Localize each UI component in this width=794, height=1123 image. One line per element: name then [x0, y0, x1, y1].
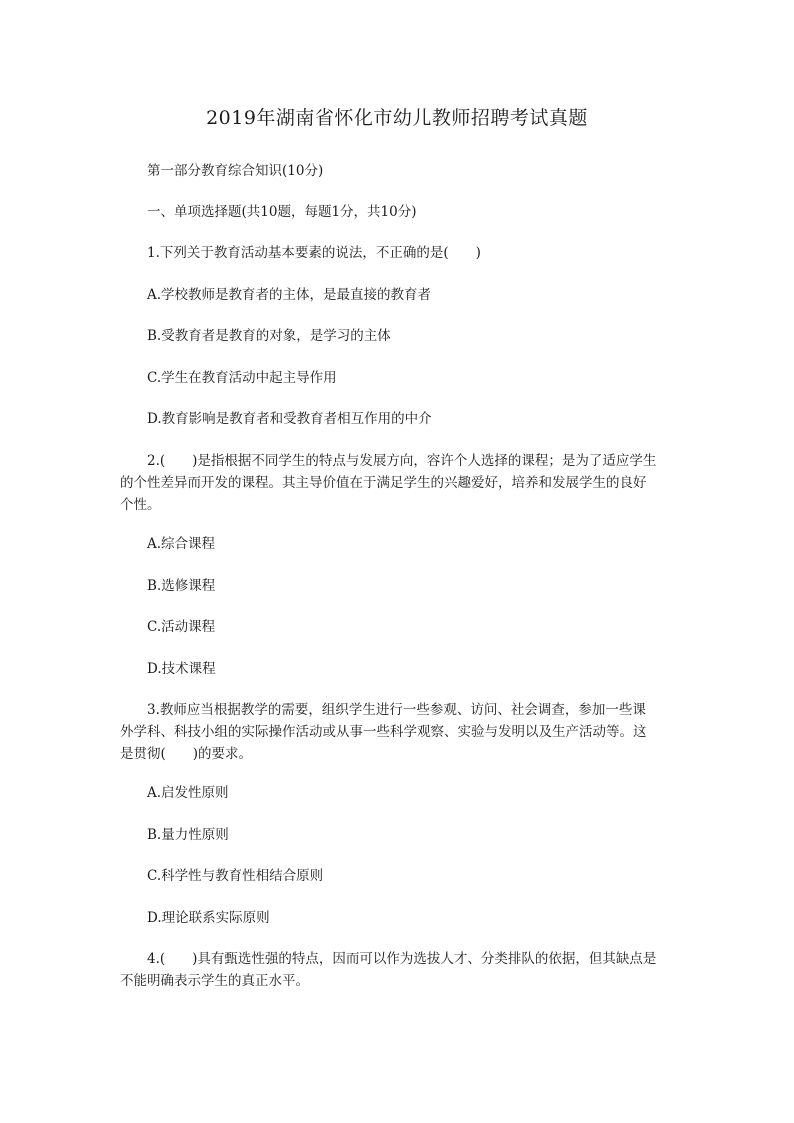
question-1-option-b: B.受教育者是教育的对象，是学习的主体: [147, 328, 391, 344]
question-2-option-d: D.技术课程: [147, 661, 216, 677]
question-2-line-3: 个性。: [120, 497, 161, 513]
question-2-text: [120, 450, 680, 516]
question-1-option-d: D.教育影响是教育者和受教育者相互作用的中介: [147, 411, 432, 427]
question-3-line-1: 3.教师应当根据教学的需要，组织学生进行一些参观、访问、社会调查，参加一些课: [147, 702, 646, 718]
question-3-line-3: 是贯彻( )的要求。: [120, 746, 253, 762]
section-heading: 一、单项选择题(共10题，每题1分，共10分): [147, 204, 417, 220]
part-heading: 第一部分教育综合知识(10分): [147, 163, 324, 179]
question-2-option-b: B.选修课程: [147, 578, 216, 594]
question-4-line-2: 不能明确表示学生的真正水平。: [120, 973, 309, 989]
question-1-option-a: A.学校教师是教育者的主体，是最直接的教育者: [147, 287, 432, 303]
question-1-option-c: C.学生在教育活动中起主导作用: [147, 370, 337, 386]
question-2-option-c: C.活动课程: [147, 619, 216, 635]
question-4-text: [120, 948, 680, 992]
question-1-text: 1.下列关于教育活动基本要素的说法，不正确的是( ): [147, 245, 481, 261]
question-3-option-c: C.科学性与教育性相结合原则: [147, 868, 324, 884]
question-3-option-b: B.量力性原则: [147, 827, 229, 843]
question-3-text: [120, 699, 680, 765]
question-3-option-a: A.启发性原则: [147, 785, 229, 801]
question-2-line-2: 的个性差异而开发的课程。其主导价值在于满足学生的兴趣爱好，培养和发展学生的良好: [120, 475, 647, 491]
question-2-line-1: 2.( )是指根据不同学生的特点与发展方向，容许个人选择的课程；是为了适应学生: [147, 453, 657, 469]
question-4-line-1: 4.( )具有甄选性强的特点，因而可以作为选拔人才、分类排队的依据，但其缺点是: [147, 951, 657, 967]
page-title: 2019年湖南省怀化市幼儿教师招聘考试真题: [206, 107, 588, 129]
question-2-option-a: A.综合课程: [147, 536, 216, 552]
question-3-option-d: D.理论联系实际原则: [147, 910, 270, 926]
question-3-line-2: 外学科、科技小组的实际操作活动或从事一些科学观察、实验与发明以及生产活动等。这: [120, 724, 647, 740]
